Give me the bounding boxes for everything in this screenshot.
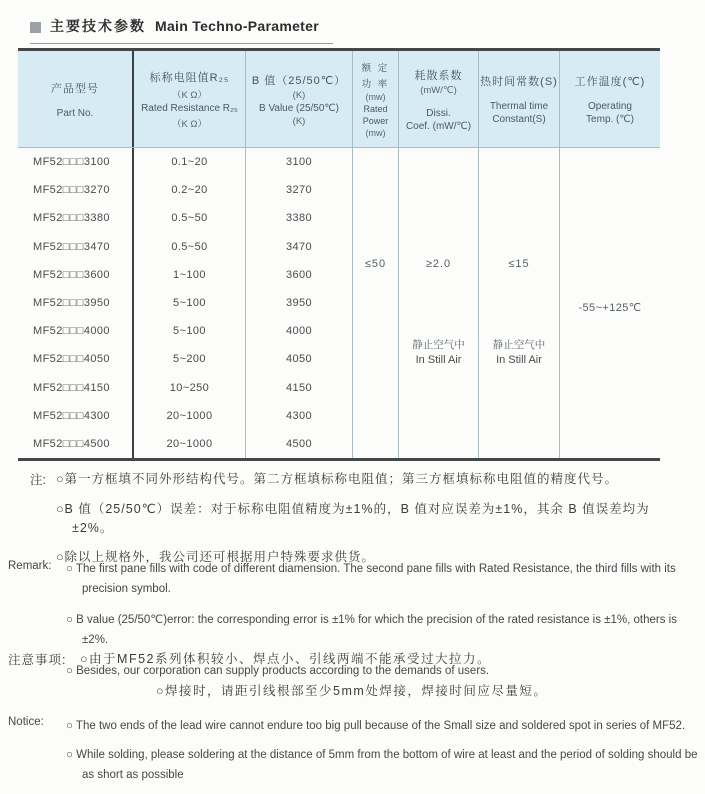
resistance-cell: 20~1000 [166,437,213,450]
section-title-zh: 主要技术参数 [50,18,146,34]
still-air-zh: 静止空气中 [492,339,546,351]
resistance-cell: 0.2~20 [171,184,208,197]
notice-label: Notice: [8,716,44,728]
bvalue-cell: 4050 [285,353,313,366]
table-header-row [18,51,660,148]
header-dissipation-zh: 耗散系数 [414,69,463,82]
remark-line: ○ B value (25/50℃)error: the corresponding error is ±1% for which the precision of the rated resistance is ±1%, others is ±2%. [66,614,677,646]
section-title [30,16,333,44]
resistance-cell: 5~100 [173,325,206,338]
notes-zh-label: 注: [30,473,46,487]
resistance-cell: 0.1~20 [171,156,208,169]
header-b-value [246,51,353,147]
header-resistance-en: Rated Resistance R₂₅ [141,102,238,114]
operating-temp-range: -55~+125℃ [578,302,642,314]
bvalue-cell: 3270 [285,184,313,197]
resistance-cell: 1~100 [173,268,206,281]
header-operating-temp [560,51,660,147]
caution-zh-label: 注意事项: [8,653,67,667]
note-line: ○第一方框填不同外形结构代号。第二方框填标称电阻值；第三方框填标称电阻值的精度代号。 [56,472,619,486]
col-b-value [246,148,353,458]
part-cell: MF52□□□4000 [33,325,110,338]
note-line: ○B 值（25/50℃）误差：对于标称电阻值精度为±1%的，B 值对应误差为±1%，其余 B 值误差均为±2%。 [56,501,650,535]
still-air-note [399,338,478,369]
notice-line: ○ While solding, please soldering at the distance of 5mm from the bottom of wire at least and the period of solding should be as short as possible [66,749,698,782]
header-resistance-zh-unit: （K Ω） [171,89,208,101]
cell-thermal-time-merged [479,148,560,458]
dissipation-value: ≥2.0 [425,258,452,270]
caution-line: ○焊接时，请距引线根部至少5mm处焊接，焊接时间应尽量短。 [156,683,548,698]
part-cell: MF52□□□3600 [33,268,110,281]
caution-zh-section [8,650,700,714]
col-part-no [18,148,134,458]
header-resistance-zh: 标称电阻值R₂₅ [149,71,230,84]
cell-operating-temp-merged [560,148,660,458]
header-bvalue-en: B Value (25/50℃) [259,102,339,114]
header-rated-power [353,51,399,147]
header-part-en: Part No. [56,107,94,119]
resistance-cell: 5~200 [173,353,206,366]
thermal-time-value: ≤15 [508,258,530,270]
bvalue-cell: 3950 [285,297,313,310]
header-dissipation-en1: Dissi. [426,107,451,119]
header-power-zh2: 功 率 [361,79,390,90]
note-line: ○除以上规格外，我公司还可根据用户特殊要求供货。 [56,550,376,565]
resistance-cell: 20~1000 [166,409,213,422]
bvalue-cell: 4000 [285,325,313,338]
bvalue-cell: 3100 [285,156,313,169]
header-dissipation-en2: Coef. (mW/℃) [405,120,472,132]
resistance-cell: 0.5~50 [171,240,208,253]
remark-line: ○ Besides, our corporation can supply products according to the demands of users. [66,665,490,678]
bvalue-cell: 4150 [285,381,313,394]
header-dissipation-coef [399,51,479,147]
techno-parameter-table [18,48,660,461]
cell-dissipation-merged [399,148,479,458]
rated-power-value: ≤50 [364,258,387,270]
header-power-en-unit: (mw) [365,128,386,138]
remark-line: ○ The first pane fills with code of different diamension. The second pane fills with Rated Resistance, the third fills with its precision symbol. [66,563,676,595]
header-power-en1: Rated [363,104,388,114]
resistance-cell: 0.5~50 [171,212,208,225]
part-cell: MF52□□□4050 [33,353,110,366]
header-thermal-en2: Constant(S) [492,114,546,125]
resistance-cell: 10~250 [169,381,210,394]
part-cell: MF52□□□4300 [33,409,110,422]
header-temp-en1: Operating [588,101,632,112]
bvalue-cell: 3600 [285,268,313,281]
header-thermal-time [479,51,560,147]
header-power-zh-unit: (mw) [365,92,386,102]
still-air-zh: 静止空气中 [412,339,465,351]
header-power-zh1: 额 定 [361,63,390,74]
still-air-en: In Still Air [496,354,542,367]
header-bvalue-zh-unit: (K) [292,89,306,101]
header-part-no [18,51,134,147]
header-bvalue-zh: B 值（25/50℃） [251,74,347,87]
notice-line: ○ The two ends of the lead wire cannot endure too big pull because of the Small size and soldered spot in series of MF52. [66,720,686,732]
header-power-en2: Power [362,116,389,126]
bvalue-cell: 4500 [285,437,313,450]
col-rated-resistance [134,148,246,458]
remark-label: Remark: [8,560,52,572]
part-cell: MF52□□□3470 [33,240,110,253]
header-part-zh: 产品型号 [51,82,99,95]
notice-section [8,716,700,794]
header-bvalue-en-unit: (K) [292,115,306,127]
table-body [18,148,660,458]
header-temp-zh: 工作温度(℃) [574,76,646,88]
part-cell: MF52□□□3380 [33,212,110,225]
header-rated-resistance [134,51,246,147]
part-cell: MF52□□□4150 [33,381,110,394]
header-dissipation-zh-unit: (mW/℃) [420,84,457,96]
header-thermal-zh: 热时间常数(S) [480,76,558,88]
square-bullet-icon [30,22,41,33]
bvalue-cell: 3470 [285,240,313,253]
bvalue-cell: 4300 [285,409,313,422]
header-resistance-en-unit: （K Ω） [171,118,208,130]
header-thermal-en1: Thermal time [489,101,549,112]
still-air-note [479,338,559,369]
resistance-cell: 5~100 [173,297,206,310]
part-cell: MF52□□□3270 [33,184,110,197]
still-air-en: In Still Air [415,354,462,367]
part-cell: MF52□□□3100 [33,156,110,169]
part-cell: MF52□□□3950 [33,297,110,310]
caution-line: ○由于MF52系列体积较小、焊点小、引线两端不能承受过大拉力。 [80,652,492,666]
cell-rated-power-merged [353,148,399,458]
part-cell: MF52□□□4500 [33,437,110,450]
section-title-en: Main Techno-Parameter [155,18,319,34]
header-temp-en2: Temp. (℃) [586,114,634,125]
bvalue-cell: 3380 [285,212,313,225]
